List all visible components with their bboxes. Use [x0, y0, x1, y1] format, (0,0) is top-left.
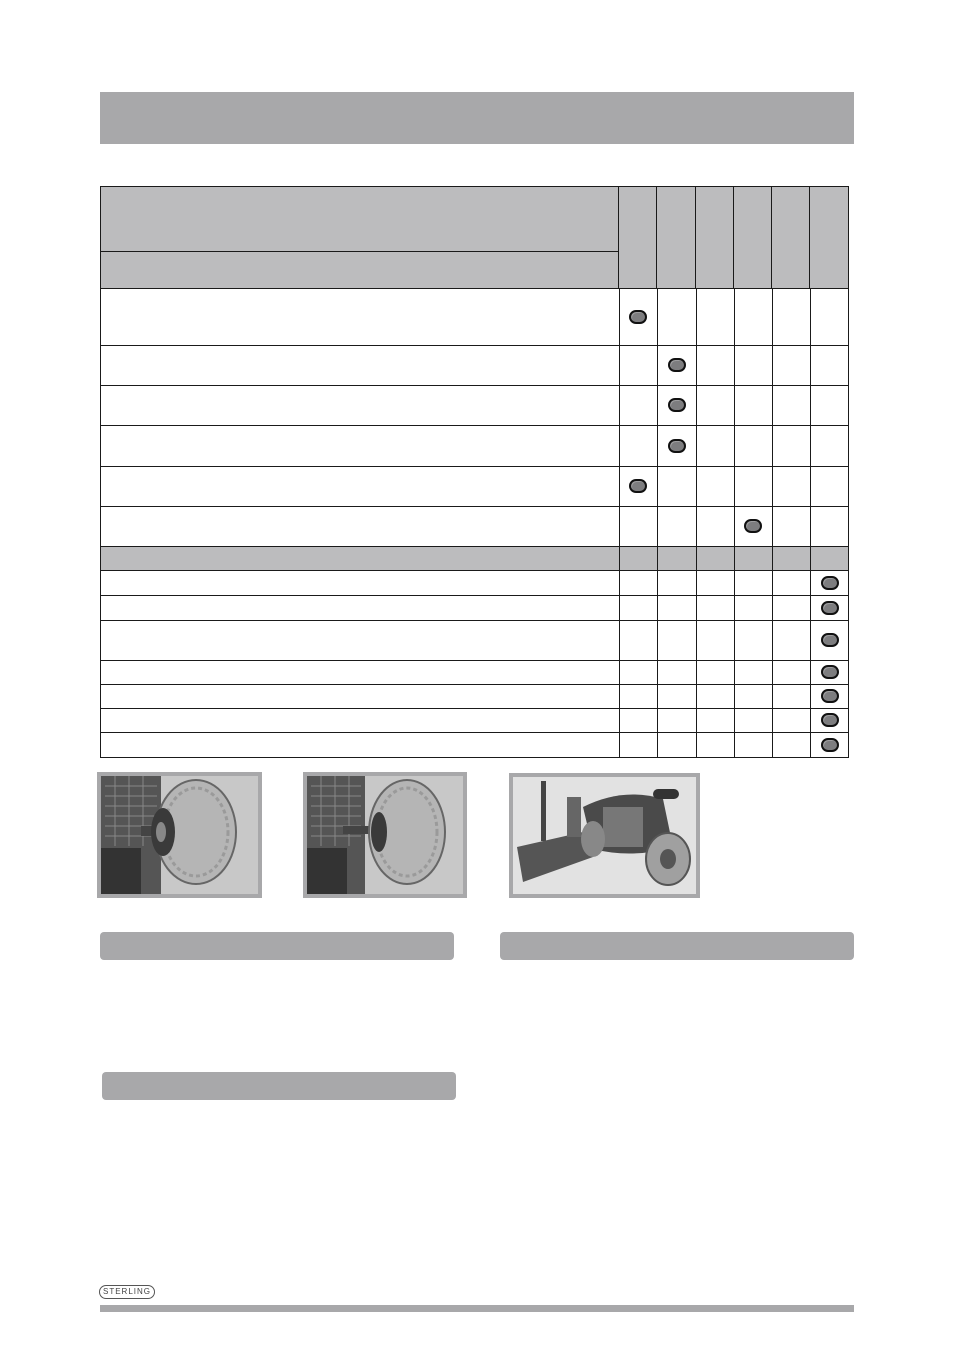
check-mark-icon [629, 310, 647, 324]
table-row [100, 621, 849, 661]
check-mark-icon [821, 576, 839, 590]
maintenance-table [100, 186, 849, 758]
check-mark-icon [668, 398, 686, 412]
page-title-bar [100, 92, 854, 144]
wheel-illustration-2 [307, 776, 463, 894]
table-row [100, 386, 849, 426]
table-header-sub [100, 252, 619, 289]
table-section-row [100, 547, 849, 571]
table-row [100, 571, 849, 596]
table-row [100, 709, 849, 733]
table-header-col-4 [734, 186, 772, 289]
table-header-col-2 [657, 186, 696, 289]
section-heading-bar-right [500, 932, 854, 960]
brand-logo: STERLING [99, 1285, 155, 1299]
section-heading-bar-left-2 [102, 1072, 456, 1100]
table-header-col-3 [696, 186, 734, 289]
check-mark-icon [821, 738, 839, 752]
table-header-main [100, 186, 619, 252]
scooter-illustration [513, 777, 696, 894]
check-mark-icon [821, 713, 839, 727]
table-header-col-6 [810, 186, 849, 289]
table-header-col-1 [619, 186, 657, 289]
table-row [100, 596, 849, 621]
check-mark-icon [629, 479, 647, 493]
photo-scooter-disassembled [509, 773, 700, 898]
table-row [100, 733, 849, 758]
table-row [100, 426, 849, 467]
table-row [100, 467, 849, 507]
check-mark-icon [821, 601, 839, 615]
check-mark-icon [668, 358, 686, 372]
section-heading-bar-left-1 [100, 932, 454, 960]
table-row [100, 507, 849, 547]
check-mark-icon [744, 519, 762, 533]
table-row [100, 685, 849, 709]
check-mark-icon [821, 633, 839, 647]
photo-rear-wheel-1 [97, 772, 262, 898]
table-row [100, 661, 849, 685]
table-row [100, 346, 849, 386]
table-row [100, 289, 849, 346]
check-mark-icon [821, 689, 839, 703]
wheel-illustration-1 [101, 776, 258, 894]
photo-rear-wheel-2 [303, 772, 467, 898]
check-mark-icon [668, 439, 686, 453]
footer-rule [100, 1305, 854, 1312]
check-mark-icon [821, 665, 839, 679]
table-header-col-5 [772, 186, 810, 289]
